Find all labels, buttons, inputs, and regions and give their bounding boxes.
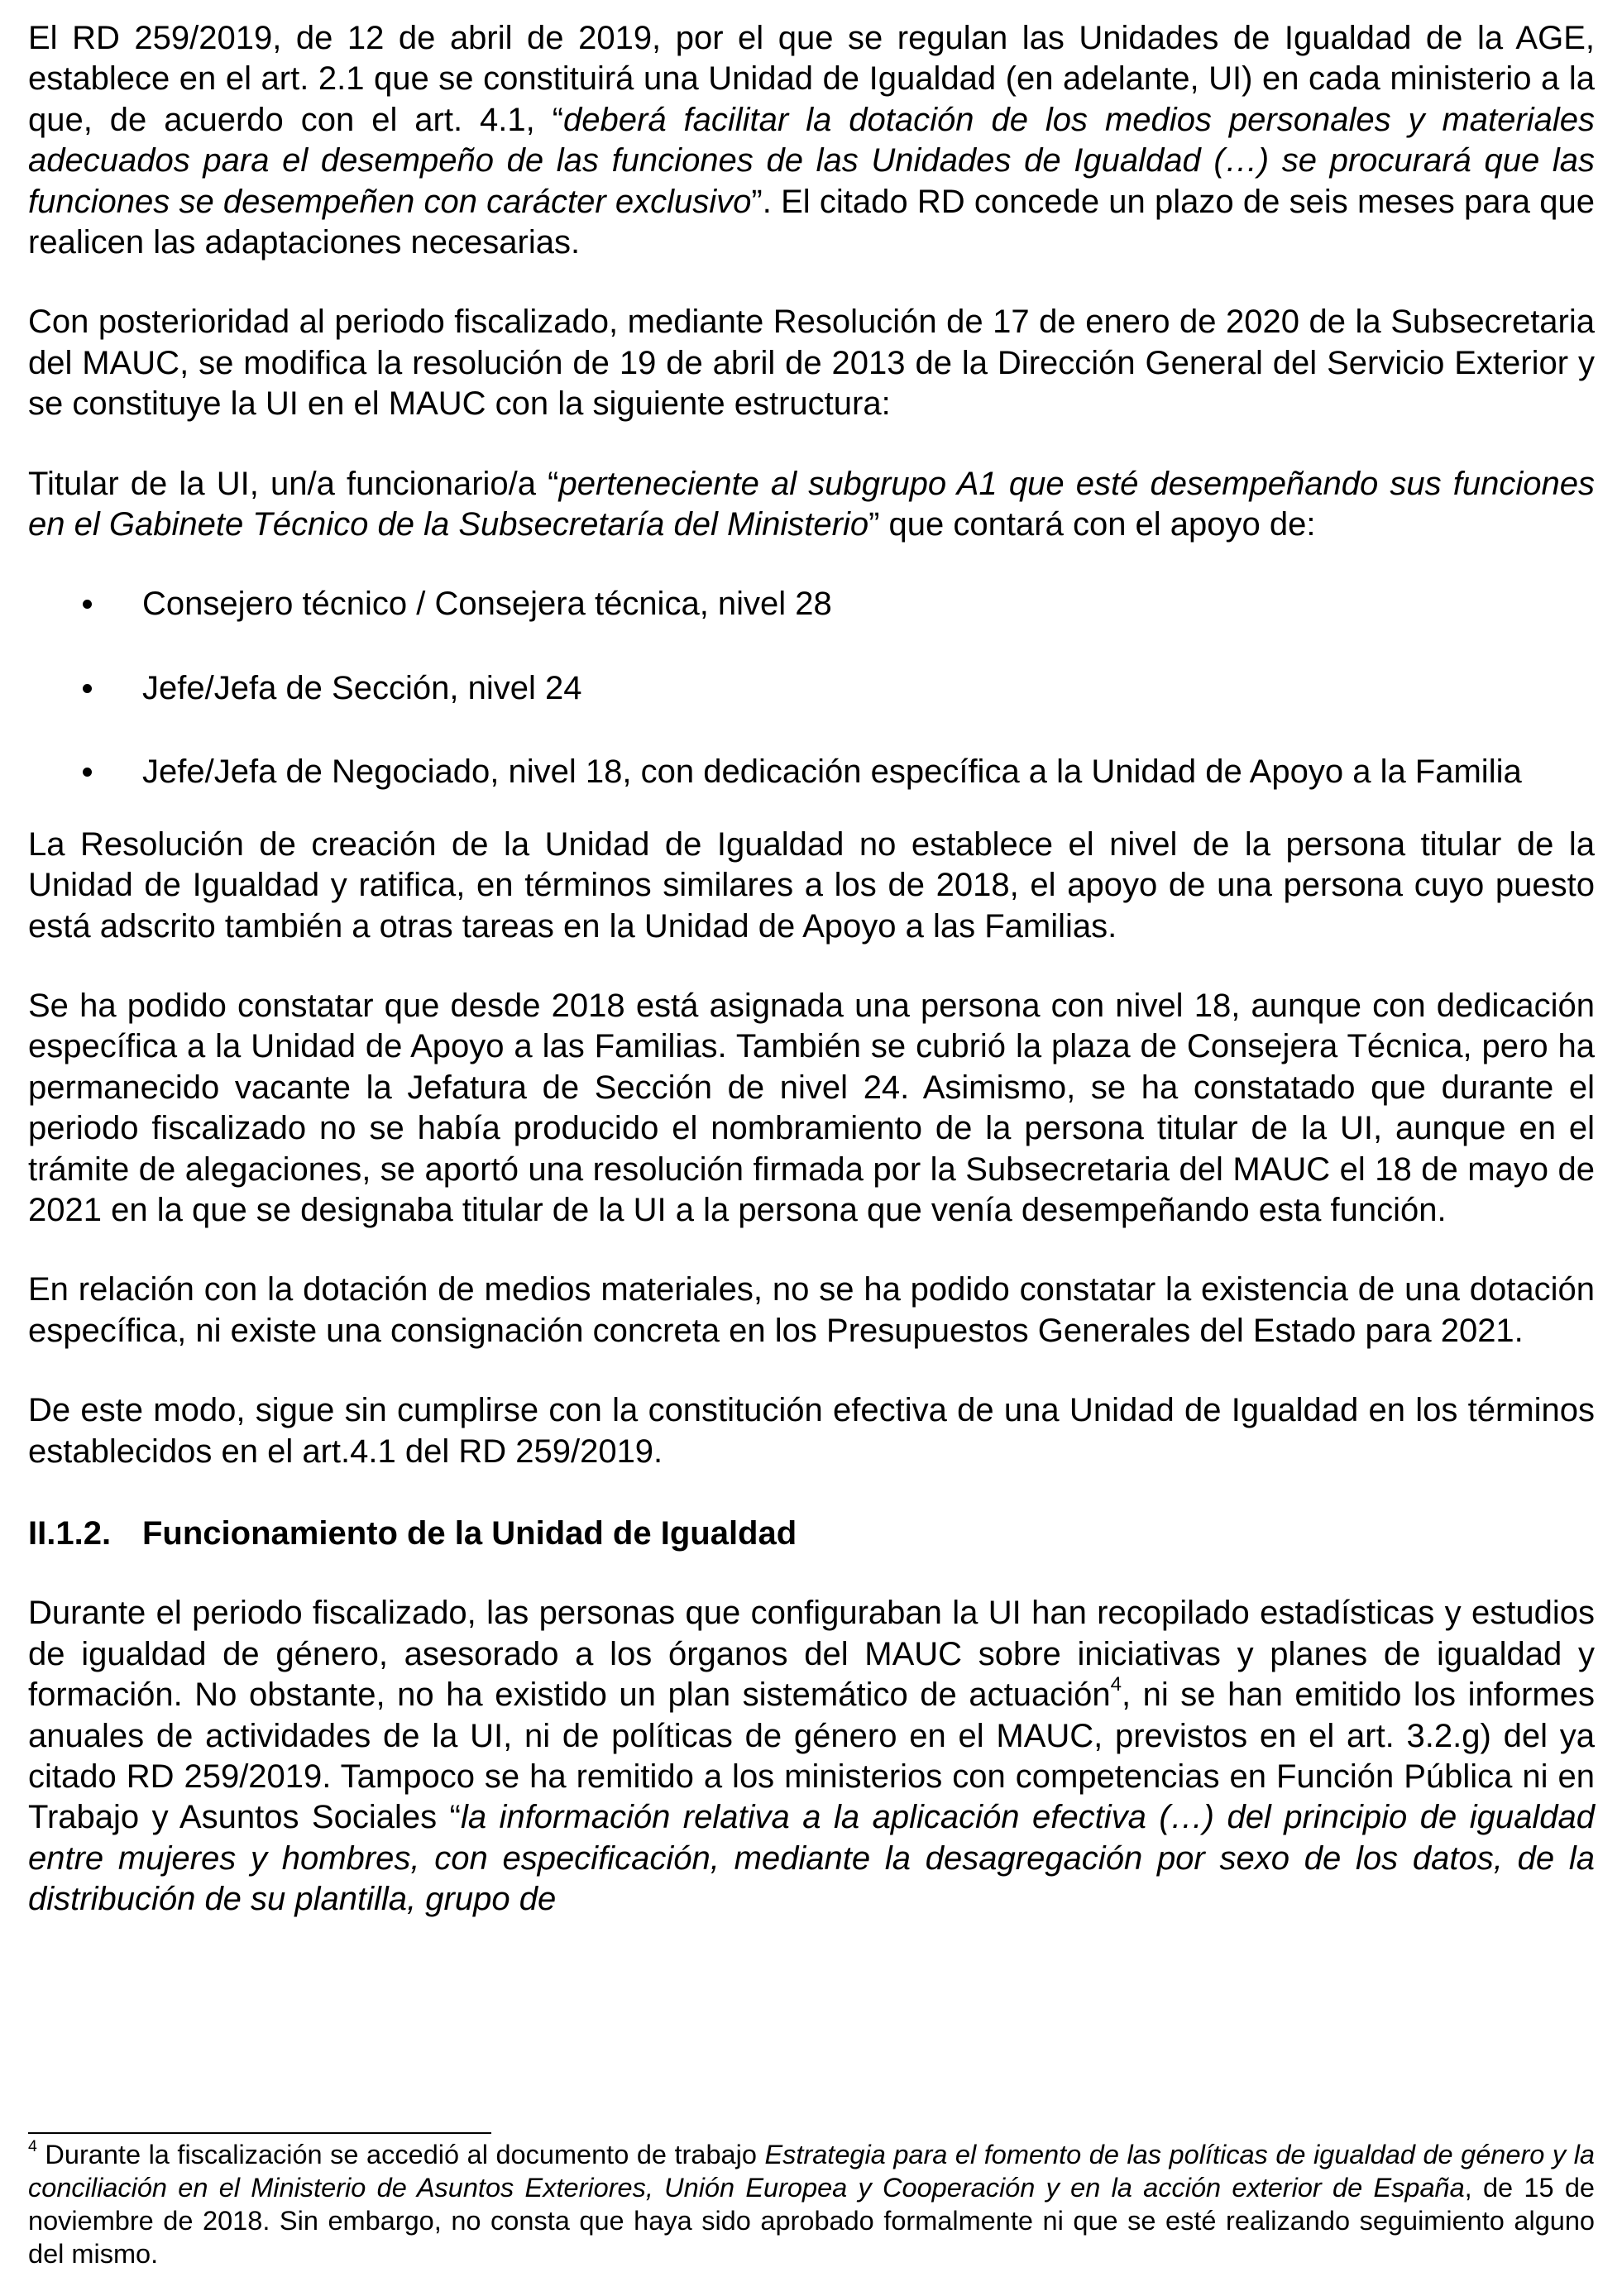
- paragraph-text: , ni se han emitido los informes anuales de actividades de la UI, ni de políticas de género en el MAUC, previstos en el art. 3.2.g) del ya citado RD 259/2019. Tampoco se ha remitido a los ministerios con competencias en Función Pública ni en Trabajo y Asuntos Sociales “: [28, 1677, 1595, 1836]
- list-item-text: Consejero técnico / Consejera técnica, nivel 28: [142, 586, 832, 623]
- paragraph-text: ” que contará con el apoyo de:: [868, 506, 1316, 543]
- list-item: [28, 584, 1595, 624]
- paragraph-conclusion: De este modo, sigue sin cumplirse con la constitución efectiva de una Unidad de Igualdad en los términos establecidos en el art.4.1 del RD 259/2019.: [28, 1392, 1595, 1470]
- paragraph-medios-materiales: En relación con la dotación de medios materiales, no se ha podido constatar la existencia de una dotación específica, ni existe una consignación concreta en los Presupuestos Generales del Estado para 2021.: [28, 1271, 1595, 1349]
- bullet-icon: [83, 684, 92, 693]
- footnote-text: , de 15 de noviembre de 2018. Sin embargo, no consta que haya sido aprobado formalmente ni que se esté realizando seguimiento alguno del mismo.: [28, 2173, 1595, 2269]
- paragraph-text: El RD 259/2019, de 12 de abril de 2019, por el que se regulan las Unidades de Igualdad de la AGE, establece en el art. 2.1 que se constituirá una Unidad de Igualdad (en adelante, UI) en cada ministerio a la que, de acuerdo con el art. 4.1, “: [28, 20, 1595, 138]
- bullet-icon: [83, 600, 92, 609]
- document-page: [28, 18, 1595, 1921]
- paragraph-text: ”. El citado RD concede un plazo de seis meses para que realicen las adaptaciones necesarias.: [28, 183, 1596, 261]
- paragraph-rd-259: [28, 18, 1595, 263]
- support-staff-list: [28, 584, 1595, 792]
- paragraph-titular-ui: [28, 464, 1595, 546]
- footnote-text: Durante la fiscalización se accedió al documento de trabajo: [36, 2140, 765, 2169]
- list-item-text: Jefe/Jefa de Negociado, nivel 18, con dedicación específica a la Unidad de Apoyo a la Familia: [142, 753, 1522, 791]
- paragraph-resolucion-2020: Con posterioridad al periodo fiscalizado, mediante Resolución de 17 de enero de 2020 de la Subsecretaria del MAUC, se modifica la resolución de 19 de abril de 2013 de la Dirección General del Servicio Exterior y se constituye la UI en el MAUC con la siguiente estructura:: [28, 304, 1595, 423]
- paragraph-text: Titular de la UI, un/a funcionario/a “: [28, 465, 559, 502]
- paragraph-funcionamiento: [28, 1593, 1595, 1920]
- footnote-reference[interactable]: 4: [1110, 1673, 1122, 1696]
- footnote: [28, 2138, 1595, 2270]
- paragraph-constatacion: Se ha podido constatar que desde 2018 está asignada una persona con nivel 18, aunque con dedicación específica a la Unidad de Apoyo a las Familias. También se cubrió la plaza de Consejera Técnica, pero ha permanecido vacante la Jefatura de Sección de nivel 24. Asimismo, se ha constatado que durante el periodo fiscalizado no se había producido el nombramiento de la persona titular de la UI, aunque en el trámite de alegaciones, se aportó una resolución firmada por la Subsecretaria del MAUC el 18 de mayo de 2021 en la que se designaba titular de la UI a la persona que venía desempeñando esta función.: [28, 987, 1595, 1228]
- list-item-text: Jefe/Jefa de Sección, nivel 24: [142, 669, 582, 706]
- bullet-icon: [83, 768, 92, 777]
- paragraph-text: Durante el periodo fiscalizado, las personas que configuraban la UI han recopilado estadísticas y estudios de igualdad de género, asesorado a los órganos del MAUC sobre iniciativas y planes de igualdad y formación. No obstante, no ha existido un plan sistemático de actuación: [28, 1595, 1595, 1714]
- quoted-text: perteneciente al subgrupo A1 que esté desempeñando sus funciones en el Gabinete Técnico de la Subsecretaría del Ministerio: [28, 465, 1595, 543]
- section-number: II.1.2.: [28, 1514, 112, 1552]
- paragraph-resolucion-creacion: La Resolución de creación de la Unidad de Igualdad no establece el nivel de la persona titular de la Unidad de Igualdad y ratifica, en términos similares a los de 2018, el apoyo de una persona cuyo puesto está adscrito también a otras tareas en la Unidad de Apoyo a las Familias.: [28, 825, 1595, 945]
- section-heading: [28, 1514, 1595, 1554]
- footnote-document-title: Estrategia para el fomento de las políticas de igualdad de género y la conciliación en el Ministerio de Asuntos Exteriores, Unión Europea y Cooperación y en la acción exterior de España: [28, 2140, 1596, 2203]
- section-title: Funcionamiento de la Unidad de Igualdad: [142, 1514, 797, 1552]
- footnote-separator: [28, 2132, 491, 2134]
- list-item: [28, 752, 1595, 792]
- list-item: [28, 668, 1595, 709]
- footnote-marker: 4: [28, 2137, 37, 2156]
- quoted-text: la información relativa a la aplicación efectiva (…) del principio de igualdad entre mujeres y hombres, con especificación, mediante la desagregación por sexo de los datos, de la distribución de su plantilla, grupo de: [28, 1799, 1595, 1918]
- quoted-text: deberá facilitar la dotación de los medios personales y materiales adecuados para el desempeño de las funciones de las Unidades de Igualdad (…) se procurará que las funciones se desempeñen con carácter exclusivo: [28, 101, 1595, 220]
